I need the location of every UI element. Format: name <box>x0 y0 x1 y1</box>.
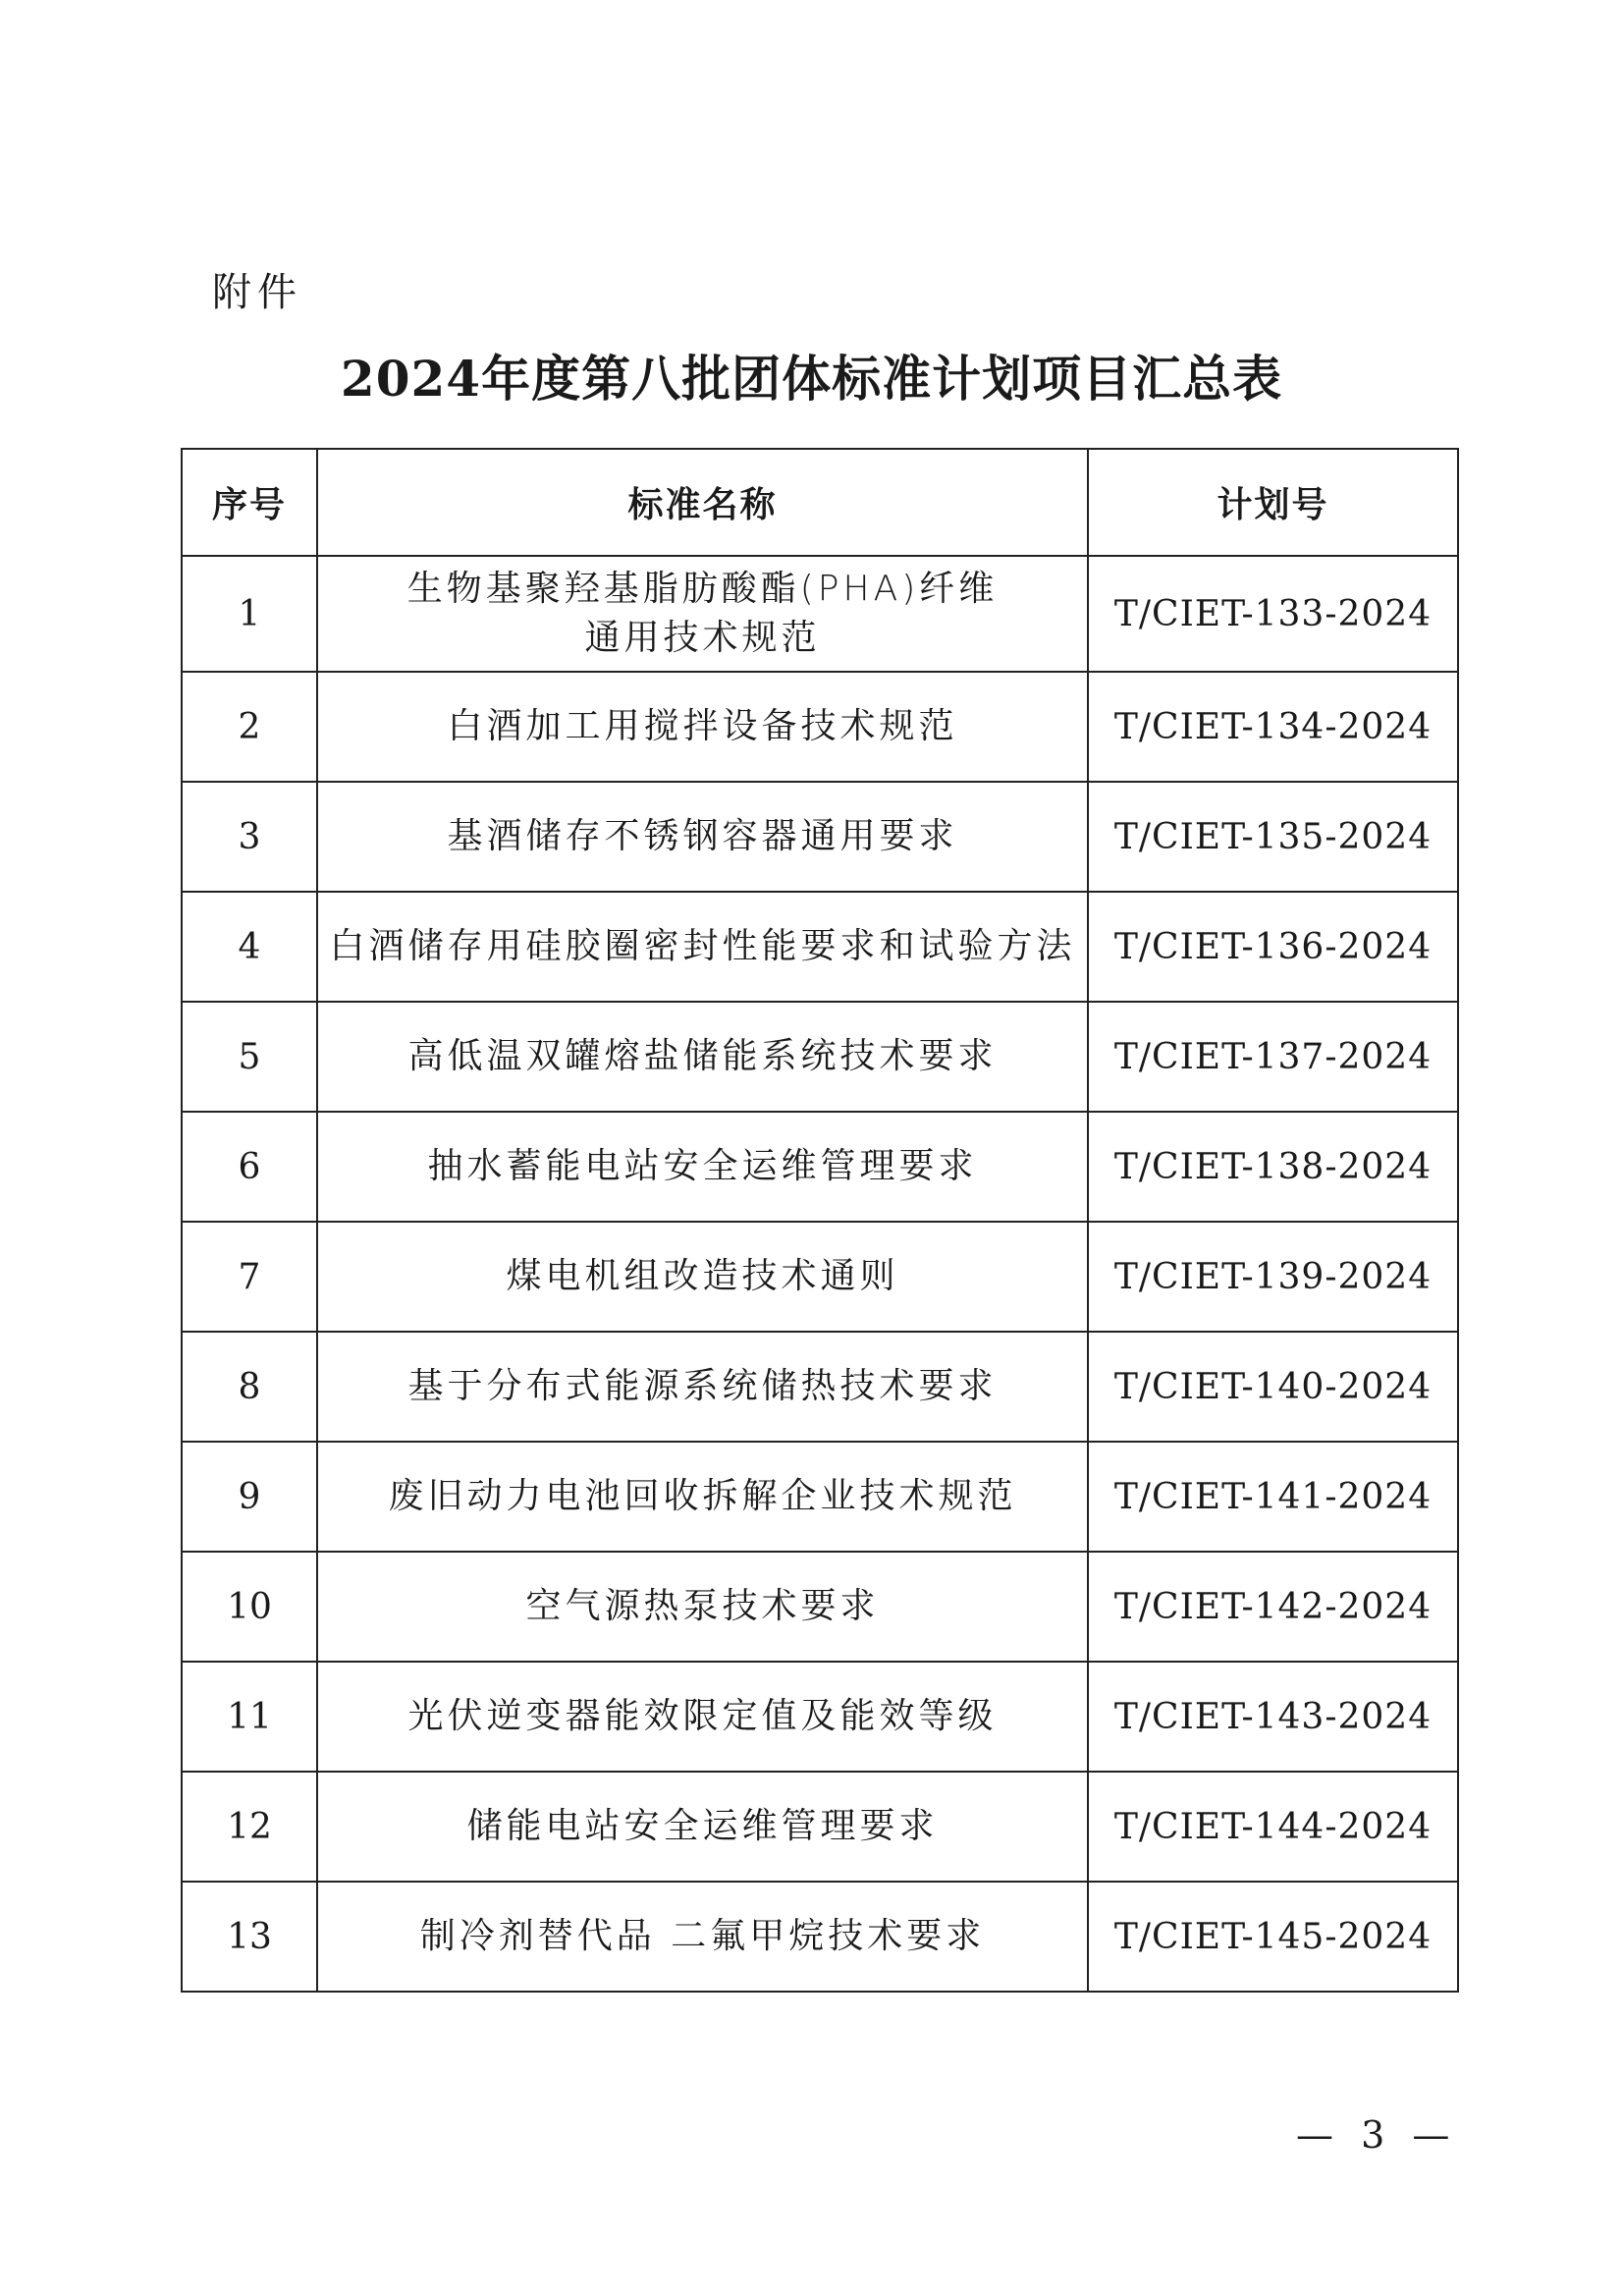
header-plan-number: 计划号 <box>1088 449 1458 556</box>
row-standard-name: 储能电站安全运维管理要求 <box>317 1772 1088 1882</box>
table-row <box>182 782 1458 892</box>
table-row <box>182 1332 1458 1442</box>
row-plan-number: T/CIET-135-2024 <box>1088 782 1458 892</box>
row-seq: 11 <box>182 1662 317 1772</box>
row-standard-name: 光伏逆变器能效限定值及能效等级 <box>317 1662 1088 1772</box>
row-plan-number: T/CIET-138-2024 <box>1088 1112 1458 1222</box>
table-row <box>182 556 1458 672</box>
row-plan-number: T/CIET-134-2024 <box>1088 672 1458 782</box>
row-seq: 8 <box>182 1332 317 1442</box>
row-seq: 13 <box>182 1882 317 1992</box>
document-title: 2024年度第八批团体标准计划项目汇总表 <box>340 350 1283 408</box>
row-standard-name: 空气源热泵技术要求 <box>317 1552 1088 1662</box>
row-standard-name: 废旧动力电池回收拆解企业技术规范 <box>317 1442 1088 1552</box>
row-seq: 12 <box>182 1772 317 1882</box>
row-standard-name: 高低温双罐熔盐储能系统技术要求 <box>317 1002 1088 1112</box>
header-standard-name: 标准名称 <box>317 449 1088 556</box>
table-row <box>182 1002 1458 1112</box>
row-standard-name: 基于分布式能源系统储热技术要求 <box>317 1332 1088 1442</box>
row-plan-number: T/CIET-141-2024 <box>1088 1442 1458 1552</box>
table-row <box>182 1662 1458 1772</box>
row-plan-number: T/CIET-143-2024 <box>1088 1662 1458 1772</box>
table-row <box>182 1222 1458 1332</box>
row-standard-name: 白酒加工用搅拌设备技术规范 <box>317 672 1088 782</box>
header-seq: 序号 <box>182 449 317 556</box>
row-plan-number: T/CIET-136-2024 <box>1088 892 1458 1002</box>
row-standard-name: 抽水蓄能电站安全运维管理要求 <box>317 1112 1088 1222</box>
row-seq: 1 <box>182 556 317 672</box>
row-seq: 7 <box>182 1222 317 1332</box>
row-seq: 3 <box>182 782 317 892</box>
table-row <box>182 1882 1458 1992</box>
row-plan-number: T/CIET-140-2024 <box>1088 1332 1458 1442</box>
row-plan-number: T/CIET-133-2024 <box>1088 556 1458 672</box>
row-plan-number: T/CIET-144-2024 <box>1088 1772 1458 1882</box>
row-plan-number: T/CIET-137-2024 <box>1088 1002 1458 1112</box>
table-row <box>182 1772 1458 1882</box>
table-row <box>182 1112 1458 1222</box>
row-standard-name: 基酒储存不锈钢容器通用要求 <box>317 782 1088 892</box>
row-seq: 2 <box>182 672 317 782</box>
row-standard-name: 煤电机组改造技术通则 <box>317 1222 1088 1332</box>
standard-name-line-2: 通用技术规范 <box>584 618 821 658</box>
table-row <box>182 1552 1458 1662</box>
row-plan-number: T/CIET-139-2024 <box>1088 1222 1458 1332</box>
row-plan-number: T/CIET-142-2024 <box>1088 1552 1458 1662</box>
row-plan-number: T/CIET-145-2024 <box>1088 1882 1458 1992</box>
table-row <box>182 892 1458 1002</box>
row-standard-name: 制冷剂替代品 二氟甲烷技术要求 <box>317 1882 1088 1992</box>
row-standard-name <box>317 556 1088 672</box>
row-standard-name: 白酒储存用硅胶圈密封性能要求和试验方法 <box>317 892 1088 1002</box>
table-row <box>182 672 1458 782</box>
standard-name-line-1: 生物基聚羟基脂肪酸酯(PHA)纤维 <box>406 569 999 609</box>
table-header-row <box>182 449 1458 556</box>
standards-plan-table <box>181 448 1457 1993</box>
row-seq: 6 <box>182 1112 317 1222</box>
table-row <box>182 1442 1458 1552</box>
attachment-label: 附件 <box>212 270 302 315</box>
row-seq: 9 <box>182 1442 317 1552</box>
row-seq: 5 <box>182 1002 317 1112</box>
page-number: — 3 — <box>1296 2113 1458 2157</box>
row-seq: 10 <box>182 1552 317 1662</box>
row-seq: 4 <box>182 892 317 1002</box>
